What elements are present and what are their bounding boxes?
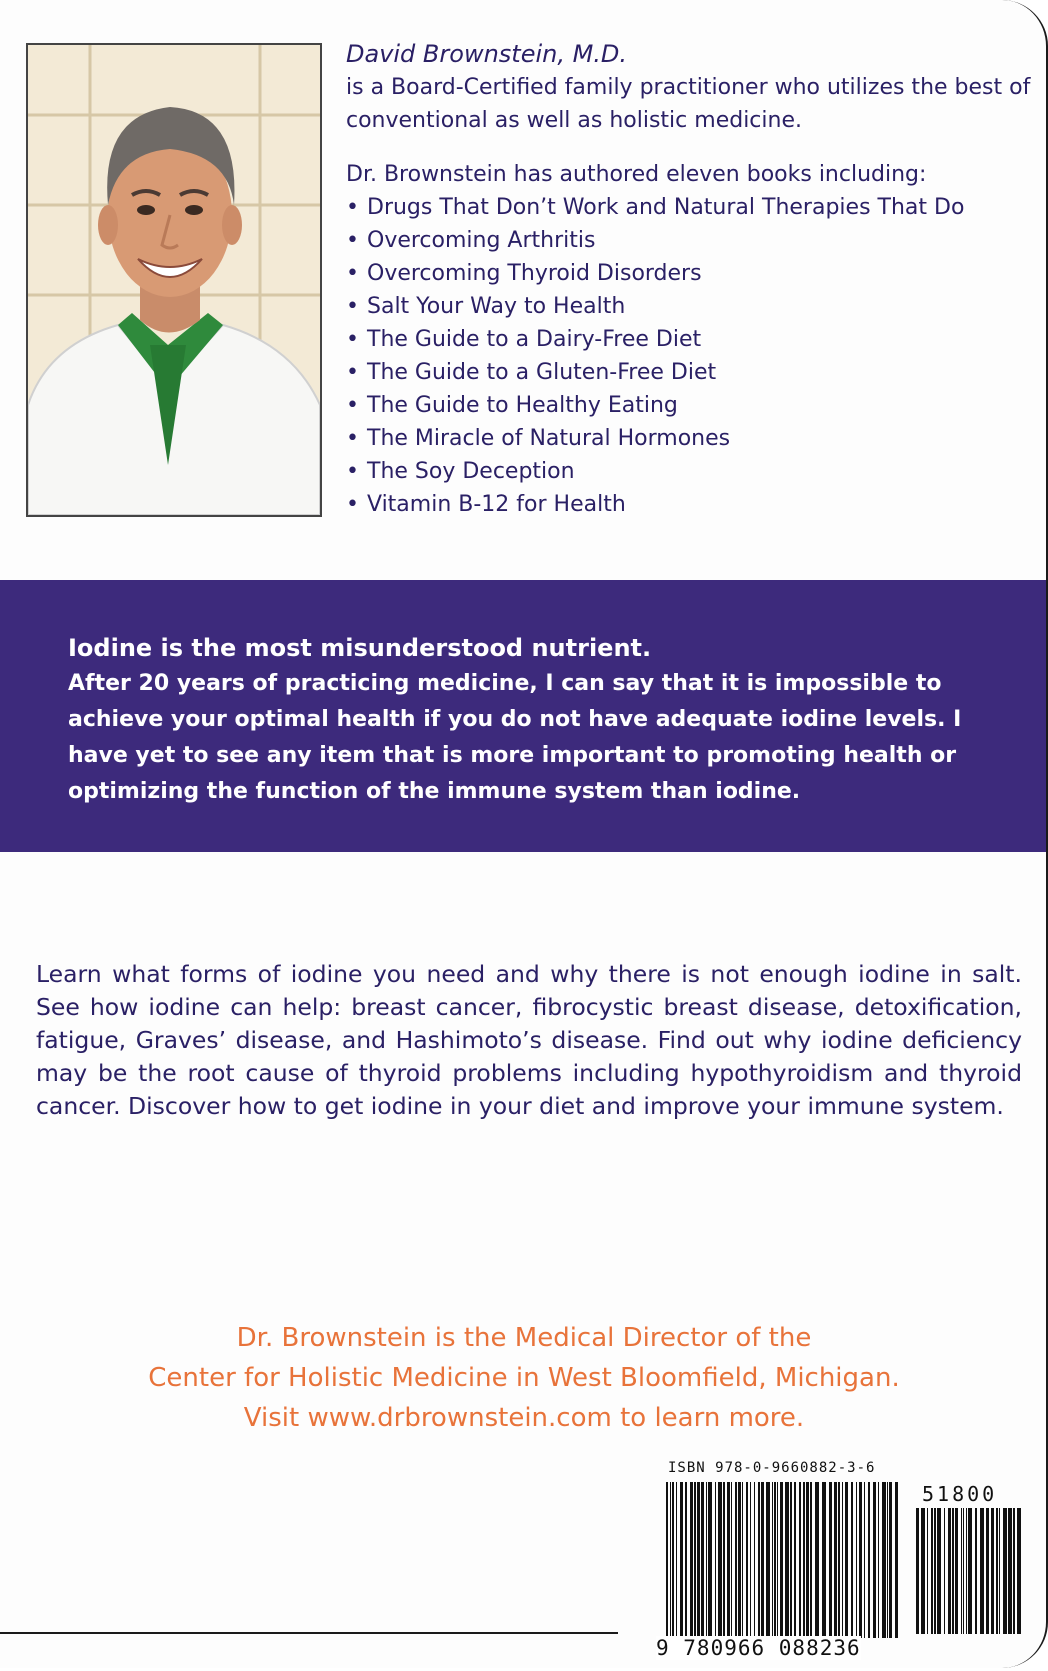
isbn-barcode	[664, 1482, 900, 1638]
barcode-bar	[895, 1482, 898, 1638]
barcode-bar	[777, 1482, 778, 1638]
book-description: Learn what forms of iodine you need and why there is not enough iodine in salt. See how iodine can help: breast cancer, fibrocystic breast disease, detoxification, fatigue, Graves’ disease, and Hashimoto’s disease. Find out why iodine deficiency may be the root cause of thyroid problems including hypothyroidism and thyroid cancer. Discover how to get iodine in your diet and improve your immune system.	[36, 960, 1022, 1120]
barcode-bar	[882, 1482, 886, 1638]
barcode-bar	[680, 1482, 683, 1638]
barcode-bar	[766, 1482, 770, 1638]
books-intro: Dr. Brownstein has authored eleven books including:	[346, 162, 927, 187]
barcode-bar	[961, 1508, 962, 1634]
barcode-bar	[955, 1508, 958, 1634]
barcode-digits: 9 780966 088236	[656, 1636, 861, 1660]
barcode-bar	[991, 1508, 994, 1634]
barcode-bar	[810, 1482, 812, 1638]
barcode-bar	[670, 1482, 671, 1638]
barcode-bar	[735, 1482, 737, 1638]
barcode-bar	[754, 1482, 755, 1638]
barcode-bar	[806, 1482, 809, 1638]
barcode-bar	[708, 1482, 712, 1638]
barcode-bar	[1017, 1508, 1021, 1634]
barcode-bar	[931, 1508, 933, 1634]
barcode-bar	[859, 1482, 862, 1638]
barcode-bar	[672, 1482, 674, 1638]
barcode-bar	[934, 1508, 936, 1634]
barcode-bar	[948, 1508, 951, 1634]
barcode-bar	[838, 1482, 840, 1638]
barcode-bar	[966, 1508, 967, 1634]
barcode-bar	[856, 1482, 857, 1638]
barcode-bar	[718, 1482, 722, 1638]
barcode-bar	[815, 1482, 819, 1638]
barcode-bar	[715, 1482, 716, 1638]
barcode-bar	[829, 1482, 832, 1638]
price-code: 51800	[922, 1482, 998, 1506]
credit-line-2: Center for Holistic Medicine in West Bloomfield, Michigan.	[148, 1363, 900, 1393]
barcode-bar	[887, 1482, 888, 1638]
barcode-bar	[676, 1482, 677, 1638]
barcode-bar	[761, 1482, 764, 1638]
quote-band	[0, 580, 1048, 852]
barcode-bar	[706, 1482, 707, 1638]
barcode-bar	[937, 1508, 941, 1634]
barcode-bar	[723, 1482, 725, 1638]
barcode-bar	[921, 1508, 925, 1634]
barcode-bar	[963, 1508, 964, 1634]
barcode-bar	[822, 1482, 826, 1638]
barcode-bar	[701, 1482, 704, 1638]
barcode-bar	[889, 1482, 892, 1638]
isbn-label: ISBN 978-0-9660882-3-6	[668, 1460, 876, 1476]
barcode-bar	[878, 1482, 879, 1638]
barcode-bar	[803, 1482, 805, 1638]
barcode-bar	[750, 1482, 751, 1638]
barcode-bar	[873, 1482, 876, 1638]
book-list-item: • Overcoming Arthritis	[346, 224, 1036, 257]
author-photo	[26, 43, 322, 517]
credit-line-1: Dr. Brownstein is the Medical Director of the	[236, 1323, 812, 1353]
barcode-bar	[774, 1482, 776, 1638]
barcode-bar	[697, 1482, 700, 1638]
author-bio	[346, 38, 1036, 521]
book-list-item: • Salt Your Way to Health	[346, 290, 1036, 323]
barcode-bar	[780, 1482, 783, 1638]
barcode-bar	[727, 1482, 730, 1638]
barcode-bar	[758, 1482, 760, 1638]
barcode-bar	[685, 1482, 687, 1638]
barcode-bar	[927, 1508, 928, 1634]
book-list-item: • Drugs That Don’t Work and Natural Therapies That Do	[346, 191, 1036, 224]
cover-edge-line	[0, 1632, 618, 1634]
barcode-bar	[731, 1482, 732, 1638]
book-list-item: • The Soy Deception	[346, 455, 1036, 488]
author-description: is a Board-Certified family practitioner who utilizes the best of conventional as well as holistic medicine.	[346, 75, 1031, 133]
quote-headline: Iodine is the most misunderstood nutrient.	[68, 634, 652, 662]
book-list-item: • The Guide to Healthy Eating	[346, 389, 1036, 422]
barcode-bar	[746, 1482, 748, 1638]
barcode-bar	[772, 1482, 773, 1638]
barcode-bar	[790, 1482, 792, 1638]
barcode-bar	[996, 1508, 998, 1634]
author-credit	[0, 1318, 1048, 1438]
quote-body: After 20 years of practicing medicine, I can say that it is impossible to achieve your optimal health if you do not have adequate iodine levels. I have yet to see any item that is more important to promoting health or optimizing the function of the immune system than iodine.	[68, 671, 962, 804]
barcode-bar	[794, 1482, 796, 1638]
barcode-bar	[864, 1482, 865, 1638]
price-barcode	[914, 1508, 1024, 1634]
book-list-item: • The Guide to a Dairy-Free Diet	[346, 323, 1036, 356]
barcode-bar	[842, 1482, 843, 1638]
book-list-item: • Vitamin B-12 for Health	[346, 488, 1036, 521]
barcode-bar	[952, 1508, 954, 1634]
barcode-bar	[999, 1508, 1000, 1634]
barcode-bar	[975, 1508, 977, 1634]
barcode-bar	[799, 1482, 801, 1638]
book-list-item: • The Miracle of Natural Hormones	[346, 422, 1036, 455]
quote-band-content	[68, 630, 1028, 810]
book-list-item: • The Guide to a Gluten-Free Diet	[346, 356, 1036, 389]
author-name: David Brownstein, M.D.	[346, 40, 628, 68]
barcode-bar	[666, 1482, 668, 1638]
barcode-bar	[944, 1508, 945, 1634]
barcode-bar	[738, 1482, 741, 1638]
barcode-bar	[1008, 1508, 1012, 1634]
barcode-bar	[694, 1482, 696, 1638]
barcode-bar	[1003, 1508, 1007, 1634]
barcode-bar	[968, 1508, 972, 1634]
barcode-bar	[690, 1482, 693, 1638]
barcode-bar	[845, 1482, 848, 1638]
barcode-bar	[916, 1508, 919, 1634]
credit-line-3: Visit www.drbrownstein.com to learn more.	[243, 1403, 805, 1433]
barcode-bar	[868, 1482, 870, 1638]
barcode-bar	[980, 1508, 984, 1634]
barcode-bar	[851, 1482, 853, 1638]
barcode-bar	[986, 1508, 989, 1634]
barcode-bar	[742, 1482, 743, 1638]
barcode-bar	[785, 1482, 789, 1638]
barcode-bar	[834, 1482, 837, 1638]
book-list	[346, 191, 1036, 521]
book-list-item: • Overcoming Thyroid Disorders	[346, 257, 1036, 290]
barcode-bar	[1013, 1508, 1015, 1634]
